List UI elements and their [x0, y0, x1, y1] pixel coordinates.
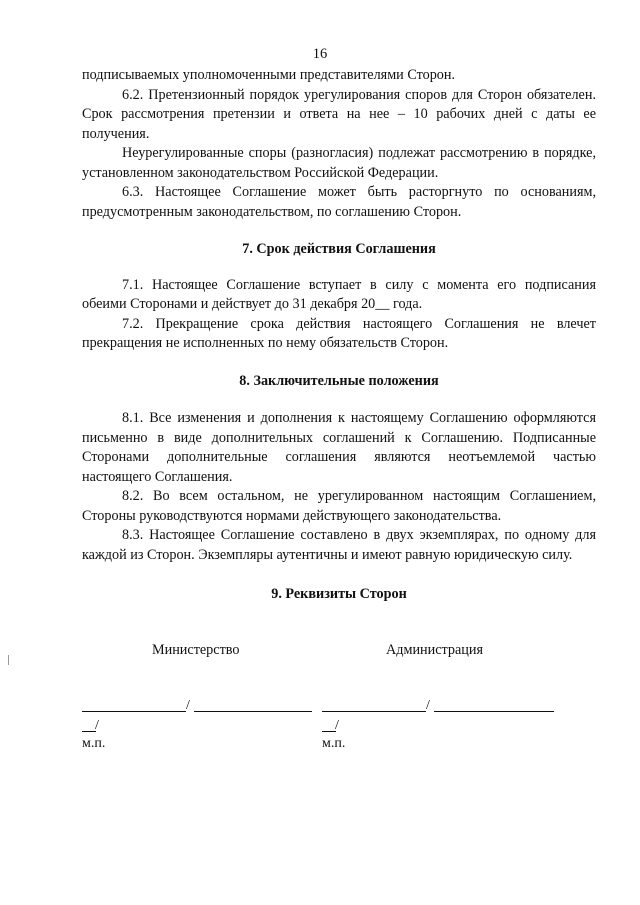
seal-place-ministry: м.п.	[82, 736, 106, 751]
date-slash: /	[95, 718, 99, 733]
document-body	[82, 66, 596, 605]
paragraph-8-1: 8.1. Все изменения и дополнения к настоящему Соглашению оформляются письменно в виде дополнительных соглашений к Соглашению. Подписанные Сторонами дополнительные соглашения являются неотъемлемой частью настоящего Соглашения.	[82, 410, 596, 485]
signature-blank	[322, 711, 426, 712]
name-blank	[194, 711, 312, 712]
paragraph-6-1-continuation: подписываемых уполномоченными представителями Сторон.	[82, 67, 456, 83]
paragraph-7-1: 7.1. Настоящее Соглашение вступает в силу с момента его подписания обеими Сторонами и действует до 31 декабря 20__ года.	[82, 276, 596, 312]
paragraph-6-2-disputes: Неурегулированные споры (разногласия) подлежат рассмотрению в порядке, установленном законодательством Российской Федерации.	[82, 145, 596, 181]
seal-place-administration: м.п.	[322, 736, 346, 751]
section-8-heading: 8. Заключительные положения	[239, 372, 439, 389]
date-blank	[322, 731, 336, 732]
signature-slash: /	[426, 698, 430, 713]
paragraph-8-3: 8.3. Настоящее Соглашение составлено в двух экземплярах, по одному для каждой из Сторон. Экземпляры аутентичны и имеют равную юридическую силу.	[82, 527, 596, 563]
party-ministry-label: Министерство	[152, 642, 240, 658]
signature-blank	[82, 711, 186, 712]
page-number: 16	[312, 46, 328, 62]
section-7-heading: 7. Срок действия Соглашения	[242, 241, 436, 257]
paragraph-6-2: 6.2. Претензионный порядок урегулирования споров для Сторон обязателен. Срок рассмотрения претензии и ответа на нее – 10 рабочих дней с даты ее получения.	[82, 86, 596, 142]
signature-block	[82, 640, 596, 760]
signature-line-ministry	[82, 698, 312, 712]
paragraph-6-3: 6.3. Настоящее Соглашение может быть расторгнуто по основаниям, предусмотренным законодательством, по соглашению Сторон.	[82, 184, 596, 220]
signature-slash: /	[186, 698, 190, 713]
paragraph-7-2: 7.2. Прекращение срока действия настоящего Соглашения не влечет прекращения не исполненных по нему обязательств Сторон.	[82, 315, 596, 351]
signature-line-administration	[322, 698, 554, 712]
section-9-heading: 9. Реквизиты Сторон	[271, 586, 407, 602]
name-blank	[434, 711, 554, 712]
party-administration-label: Администрация	[386, 642, 483, 658]
date-blank	[82, 731, 96, 732]
date-slash: /	[335, 718, 339, 733]
paragraph-8-2: 8.2. Во всем остальном, не урегулированном настоящим Соглашением, Стороны руководствуются нормами действующего законодательства.	[82, 488, 596, 524]
scan-margin-mark	[8, 655, 9, 665]
